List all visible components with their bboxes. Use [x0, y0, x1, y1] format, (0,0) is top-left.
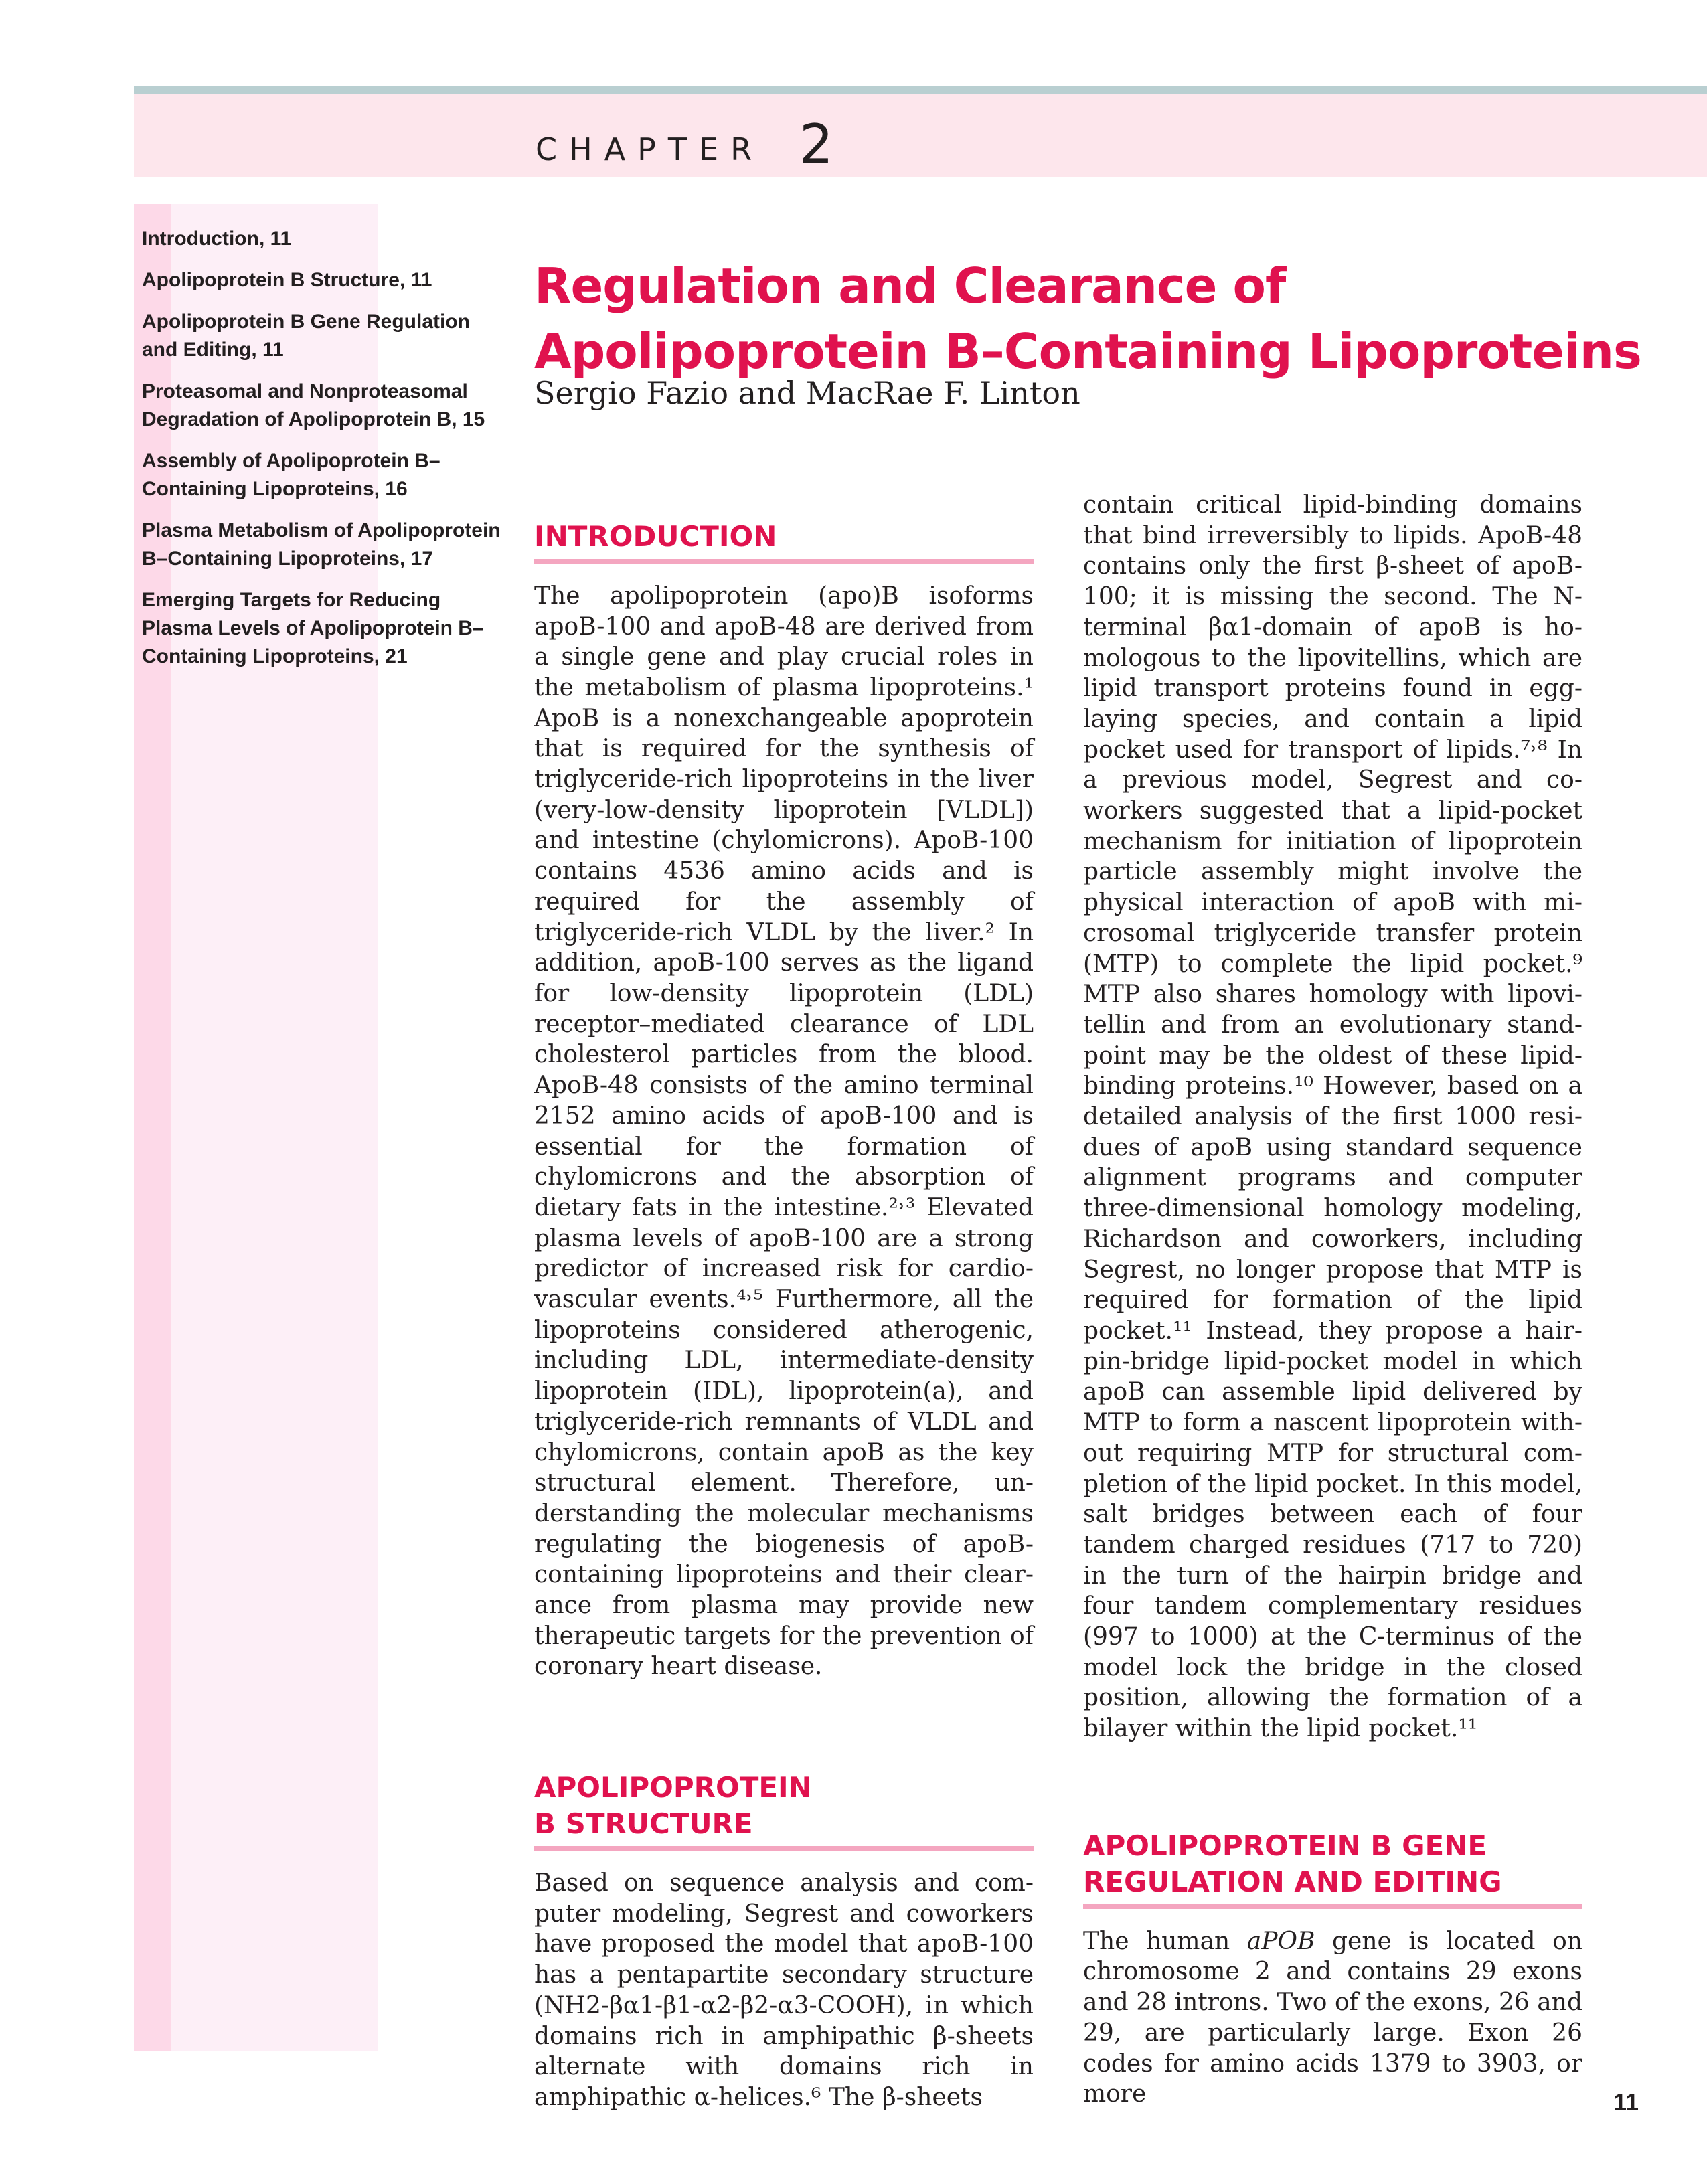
right-column	[1083, 490, 1582, 2110]
section-heading-structure	[534, 1770, 1034, 1851]
text-run: The human	[1083, 1927, 1247, 1955]
heading-text-line-1: APOLIPOPROTEIN B GENE	[1083, 1829, 1487, 1862]
gene-name: aPOB	[1246, 1927, 1315, 1955]
section-heading-introduction	[534, 519, 1034, 564]
outline-item: Apolipoprotein B Structure, 11	[142, 269, 432, 291]
chapter-label: CHAPTER	[536, 131, 764, 167]
chapter-number: 2	[799, 113, 833, 175]
heading-text-line-2: B STRUCTURE	[534, 1807, 753, 1841]
outline-item: Introduction, 11	[142, 228, 292, 250]
structure-paragraph: Based on sequence analysis and computer modeling, Segrest and coworkers have proposed the model that apoB-100 has a pentapartite secondary structure (NH2-βα1-β1-α2-β2-α3-COOH), in which domains rich in amphipathic β-sheets alternate with domains rich in amphipathic α-helices.⁶ The β-sheets	[534, 1869, 1034, 2111]
heading-text: INTRODUCTION	[534, 519, 777, 553]
chapter-outline	[142, 225, 507, 684]
text-run: gene is located on chromosome 2 and contains 29 exons and 28 introns. Two of the exons, 26 and 29, are particularly large. Exon 26 codes for amino acids 1379 to 3903, or more	[1083, 1927, 1582, 2108]
section-spacer	[1083, 1744, 1582, 1804]
outline-item: Assembly of Apolipoprotein B–Containing Lipoproteins, 16	[142, 450, 440, 500]
section-spacer	[534, 1682, 1034, 1746]
left-column	[534, 495, 1034, 2113]
chapter-title-line-2: Apolipoprotein B–Containing Lipoproteins	[534, 323, 1641, 380]
authors: Sergio Fazio and MacRae F. Linton	[534, 375, 1080, 411]
heading-text-line-1: APOLIPOPROTEIN	[534, 1771, 812, 1804]
outline-item: Emerging Targets for Reducing Plasma Levels of Apolipoprotein B–Containing Lipoproteins, 21	[142, 589, 484, 667]
header-rule	[134, 86, 1707, 94]
structure-paragraph-continued: contain critical lipid-binding domains that bind irreversibly to lipids. ApoB-48 contains only the first β-sheet of apoB-100; it is missing the second. The N-terminal βα1-domain of apoB is homologous to the lipovitellins, which are lipid transport proteins found in egg-laying species, and contain a lipid pocket used for transport of lipids.⁷˒⁸ In a previous model, Segrest and coworkers suggested that a lipid-pocket mechanism for initiation of lipoprotein particle assembly might involve the physical interaction of apoB with microsomal triglyceride transfer protein (MTP) to complete the lipid pocket.⁹ MTP also shares homology with lipovitellin and from an evolutionary standpoint may be the oldest of these lipid-binding proteins.¹⁰ However, based on a detailed analysis of the first 1000 residues of apoB using standard sequence alignment programs and computer three-dimensional homology modeling, Richardson and coworkers, including Segrest, no longer propose that MTP is required for formation of the lipid pocket.¹¹ Instead, they propose a hairpin-bridge lipid-pocket model in which apoB can assemble lipid delivered by MTP to form a nascent lipoprotein without requiring MTP for structural completion of the lipid pocket. In this model, salt bridges between each of four tandem charged residues (717 to 720) in the turn of the hairpin bridge and four tandem complementary residues (997 to 1000) at the C-terminus of the model lock the bridge in the closed position, allowing the formation of a bilayer within the lipid pocket.¹¹	[1083, 491, 1582, 1743]
chapter-title	[534, 253, 1639, 384]
outline-item: Proteasomal and Nonproteasomal Degradation of Apolipoprotein B, 15	[142, 380, 485, 430]
heading-text-line-2: REGULATION AND EDITING	[1083, 1865, 1502, 1898]
header-band	[134, 94, 1707, 177]
introduction-paragraph: The apolipoprotein (apo)B isoforms apoB-100 and apoB-48 are derived from a single gene and play crucial roles in the metabolism of plasma lipoproteins.¹ ApoB is a nonexchangeable apoprotein that is required for the synthesis of triglyceride-rich lipoproteins in the liver (very-low-density lipoprotein [VLDL]) and intestine (chylomicrons). ApoB-100 contains 4536 amino acids and is required for the assembly of triglyceride-rich VLDL by the liver.² In addition, apoB-100 serves as the ligand for low-density lipoprotein (LDL) receptor–mediated clearance of LDL cholesterol particles from the blood. ApoB-48 consists of the amino terminal 2152 amino acids of apoB-100 and is essential for the formation of chylomicrons and the absorption of dietary fats in the intestine.²˒³ Elevated plasma levels of apoB-100 are a strong predictor of increased risk for cardiovascular events.⁴˒⁵ Furthermore, all the lipoproteins considered atherogenic, including LDL, intermediate-density lipoprotein (IDL), lipoprotein(a), and triglyceride-rich remnants of VLDL and chylomicrons, contain apoB as the key structural element. Therefore, understanding the molecular mechanisms regulating the biogenesis of apoB-containing lipoproteins and their clearance from plasma may provide new therapeutic targets for the prevention of coronary heart disease.	[534, 582, 1034, 1681]
outline-item: Plasma Metabolism of Apolipoprotein B–Containing Lipoproteins, 17	[142, 519, 501, 570]
gene-regulation-paragraph	[1083, 1926, 1582, 2110]
section-heading-gene-regulation	[1083, 1828, 1582, 1909]
chapter-title-line-1: Regulation and Clearance of	[534, 258, 1286, 315]
page-number: 11	[1613, 2088, 1639, 2116]
outline-item: Apolipoprotein B Gene Regulation and Editing, 11	[142, 311, 470, 361]
